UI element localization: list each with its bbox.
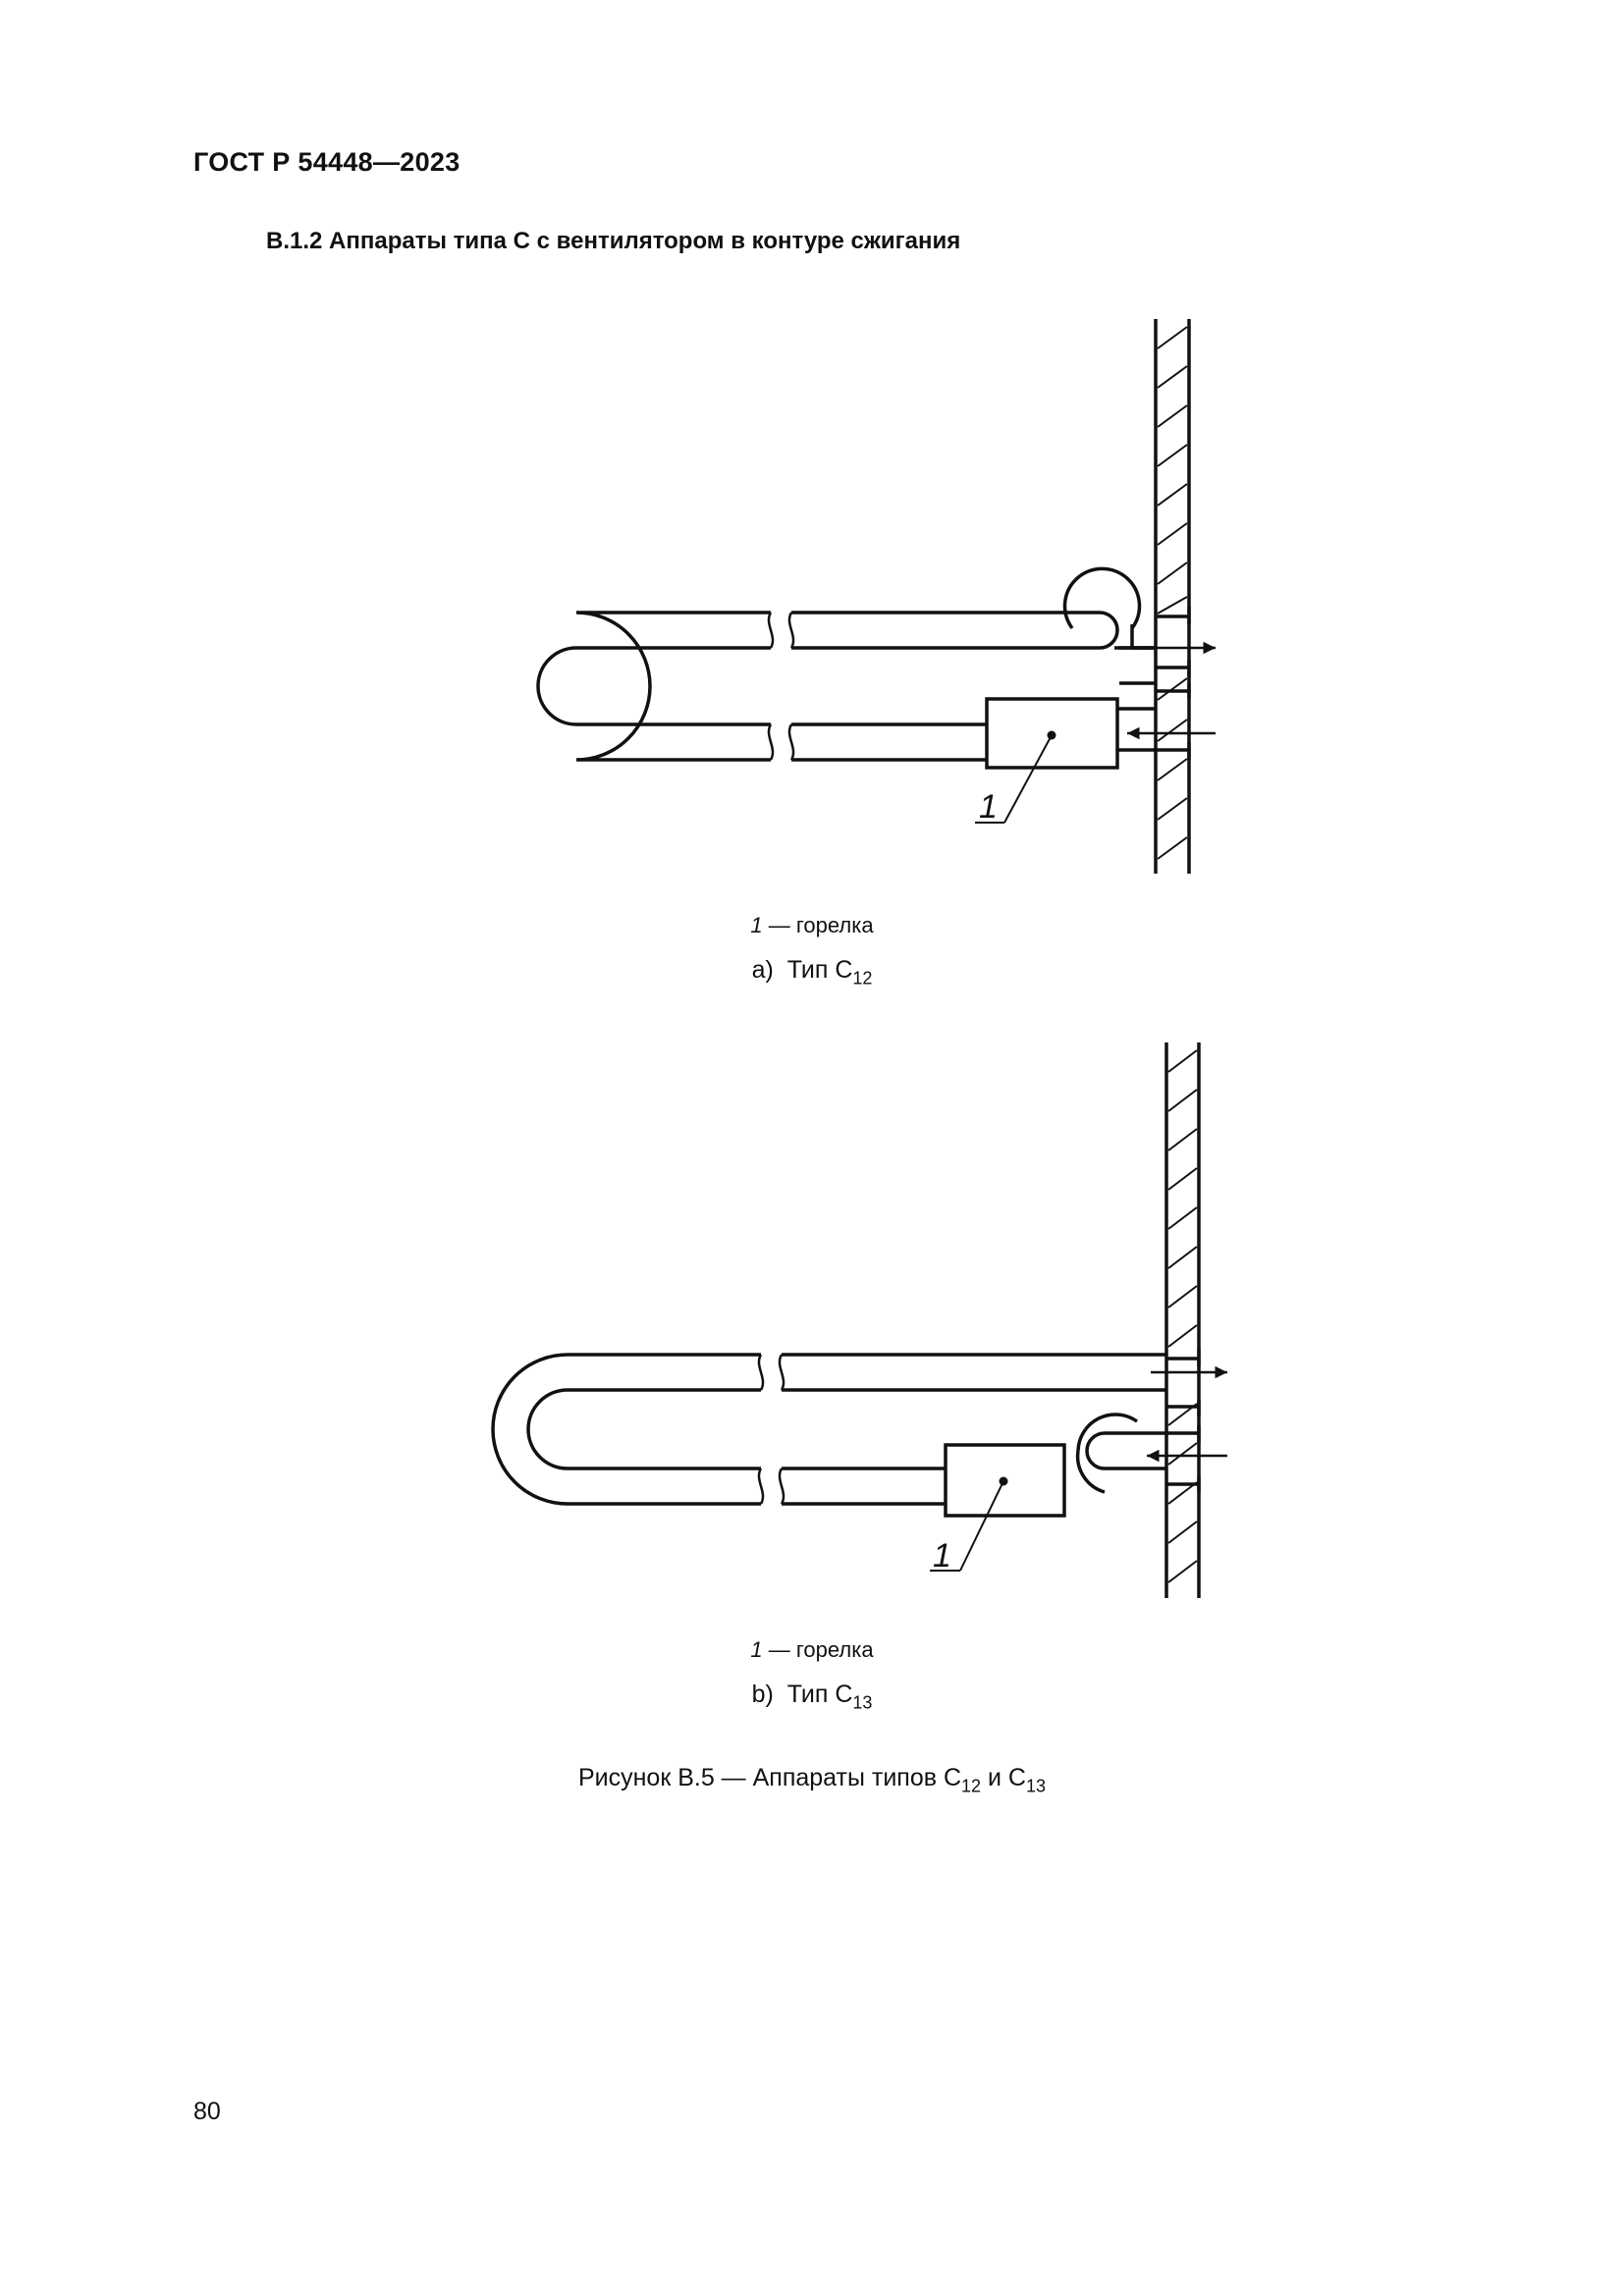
- callout-number: 1: [979, 788, 998, 826]
- wall-hatching: [1168, 1050, 1197, 1582]
- exhaust-duct: [1166, 1349, 1199, 1416]
- section-heading: B.1.2 Аппараты типа С с вентилятором в контуре сжигания: [266, 228, 961, 254]
- figure-sublabel: [0, 1681, 1624, 1713]
- sublabel-letter: b): [751, 1681, 774, 1708]
- fan: [1078, 1415, 1166, 1492]
- sublabel-type: Тип С: [786, 1681, 853, 1708]
- caption-prefix: Рисунок В.5 — Аппараты типов С: [577, 1764, 962, 1791]
- sublabel-type: Тип С: [786, 956, 853, 984]
- legend-text: — горелка: [768, 1637, 874, 1662]
- caption-conjunction: и С: [981, 1764, 1026, 1791]
- figure-caption: [0, 1764, 1624, 1796]
- pipe-break-marks: [759, 1355, 784, 1504]
- page-number: 80: [193, 2098, 221, 2125]
- intake-duct: [1166, 1425, 1199, 1492]
- caption-index-a: 12: [961, 1776, 982, 1796]
- sublabel-index: 13: [852, 1692, 873, 1713]
- legend-number: 1: [750, 913, 763, 937]
- sublabel-letter: a): [751, 956, 774, 984]
- figure-legend: [0, 1637, 1624, 1663]
- document-header: ГОСТ Р 54448—2023: [193, 147, 460, 177]
- wall: [1166, 1042, 1199, 1598]
- caption-index-b: 13: [1026, 1776, 1047, 1796]
- legend-text: — горелка: [768, 913, 874, 937]
- sublabel-index: 12: [852, 968, 873, 988]
- legend-number: 1: [750, 1637, 763, 1662]
- callout-number: 1: [933, 1537, 951, 1575]
